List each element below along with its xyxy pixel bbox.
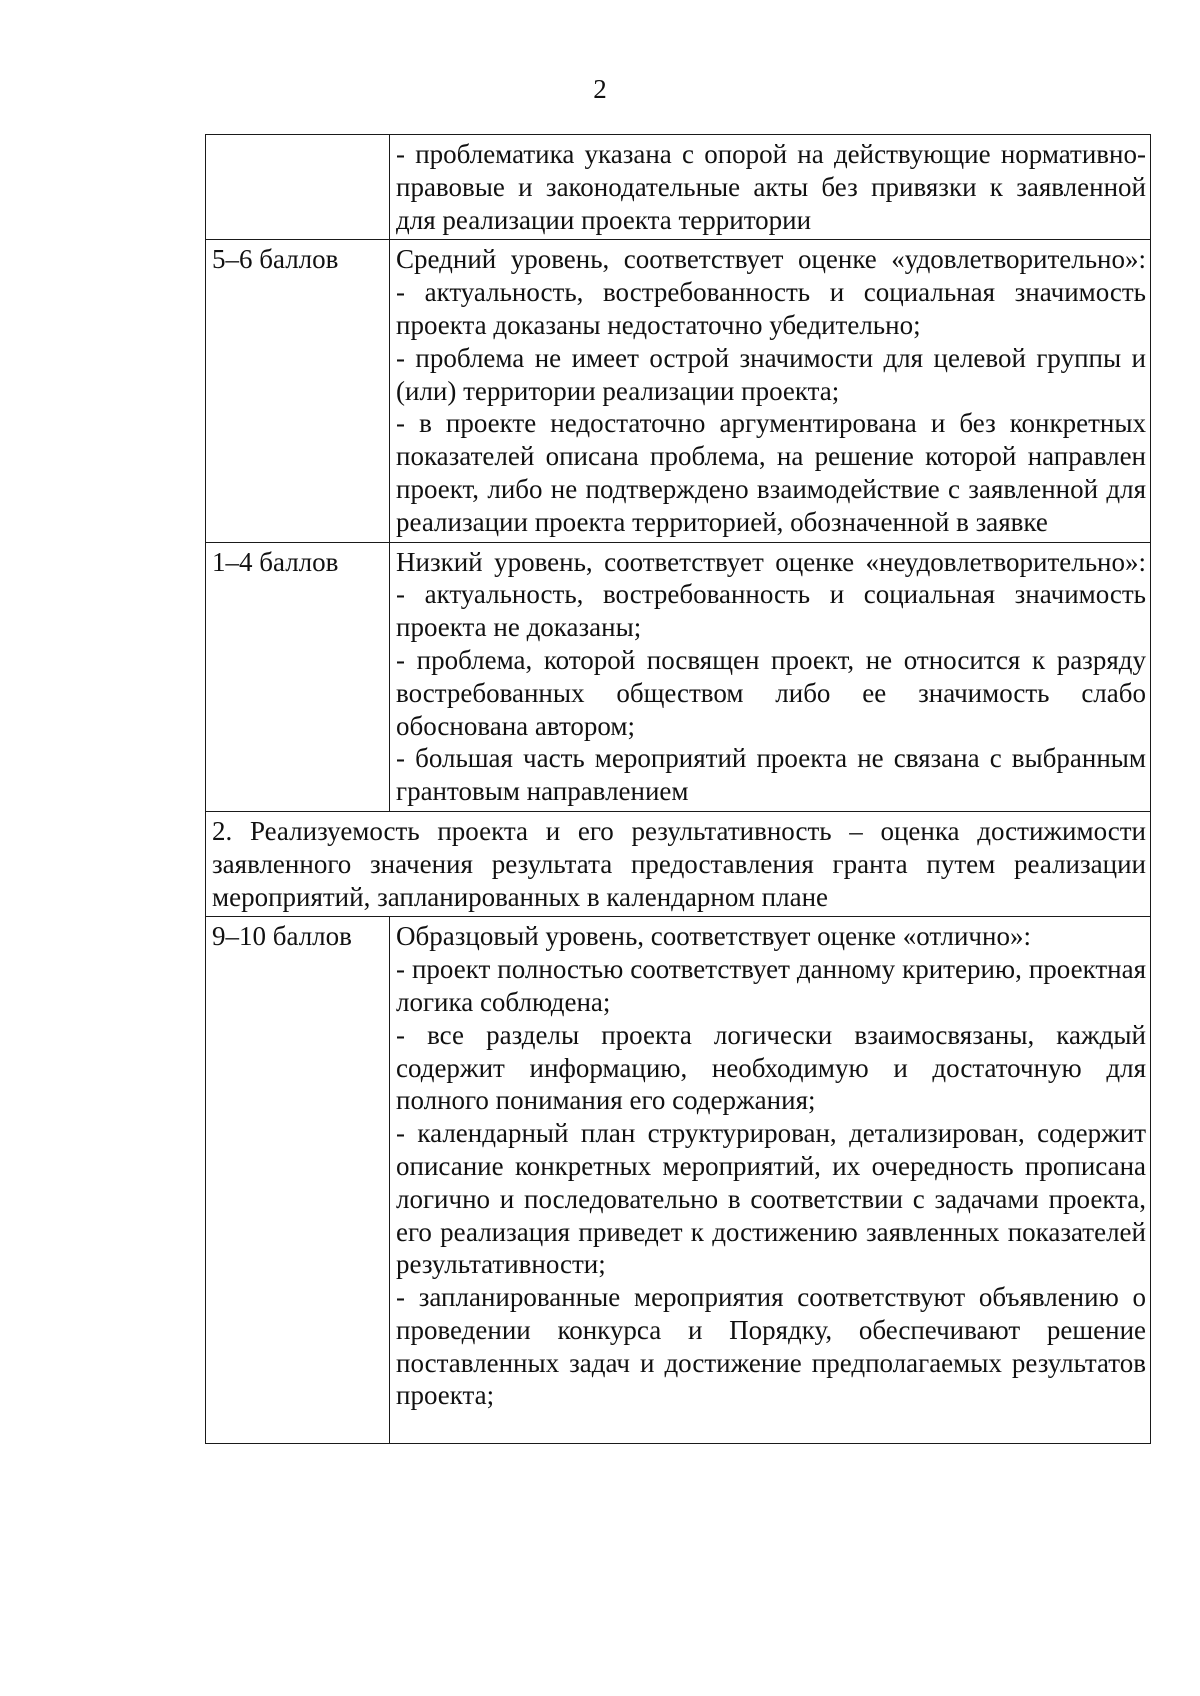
level-heading: Средний уровень, соответствует оценке «удовлетворительно»: [396, 244, 1146, 275]
criterion-line: - проект полностью соответствует данному критерию, проектная логика соблюдена; [396, 954, 1146, 1017]
criterion-line: - большая часть мероприятий проекта не связана с выбранным грантовым направлением [396, 743, 1146, 807]
score-cell [206, 135, 390, 240]
criterion-line: - актуальность, востребованность и социальная значимость проекта не доказаны; [396, 579, 1146, 643]
cell-bottom-space [396, 1412, 1146, 1440]
table-row [206, 240, 1151, 542]
criterion-description [390, 542, 1151, 811]
criterion-description [390, 240, 1151, 542]
table-row [206, 135, 1151, 240]
section-heading-cell [206, 811, 1151, 916]
score-cell: 1–4 баллов [206, 542, 390, 811]
criterion-line: - проблема не имеет острой значимости для целевой группы и (или) территории реализации проекта; [396, 342, 1146, 406]
criteria-table [205, 134, 1151, 1444]
criterion-line: - в проекте недостаточно аргументирована и без конкретных показателей описана проблема, на решение которой направлен проект, либо не подтверждено взаимодействие с заявленной для реализации проекта территорией, обозначенной в заявке [396, 408, 1146, 537]
score-cell: 5–6 баллов [206, 240, 390, 542]
level-heading: Низкий уровень, соответствует оценке «неудовлетворительно»: [396, 546, 1146, 577]
criterion-line: - все разделы проекта логически взаимосвязаны, каждый содержит информацию, необходимую и достаточную для полного понимания его содержания; [396, 1019, 1146, 1116]
level-heading: Образцовый уровень, соответствует оценке «отлично»: [396, 921, 1031, 952]
score-cell: 9–10 баллов [206, 917, 390, 1444]
section-row [206, 811, 1151, 916]
table-row [206, 542, 1151, 811]
section-title: 2. Реализуемость проекта и его результативность – оценка достижимости заявленного значения результата предоставления гранта путем реализации мероприятий, запланированных в календарном плане [212, 815, 1146, 912]
criterion-line: - запланированные мероприятия соответствуют объявлению о проведении конкурса и Порядку, обеспечивают решение поставленных задач и достижение предполагаемых результатов проекта; [396, 1282, 1146, 1411]
criterion-description [390, 135, 1151, 240]
criterion-line: - проблема, которой посвящен проект, не относится к разряду востребованных обществом либо ее значимость слабо обоснована автором; [396, 644, 1146, 741]
criterion-line: - календарный план структурирован, детализирован, содержит описание конкретных мероприятий, их очередность прописана логично и последовательно в соответствии с задачами проекта, его реализация приведет к достижению заявленных показателей результативности; [396, 1118, 1146, 1280]
criterion-line: - проблематика указана с опорой на действующие нормативно-правовые и законодательные акты без привязки к заявленной для реализации проекта территории [396, 139, 1146, 235]
page-number: 2 [593, 74, 607, 104]
criterion-line: - актуальность, востребованность и социальная значимость проекта доказаны недостаточно убедительно; [396, 277, 1146, 340]
table-row [206, 917, 1151, 1444]
criterion-description [390, 917, 1151, 1444]
